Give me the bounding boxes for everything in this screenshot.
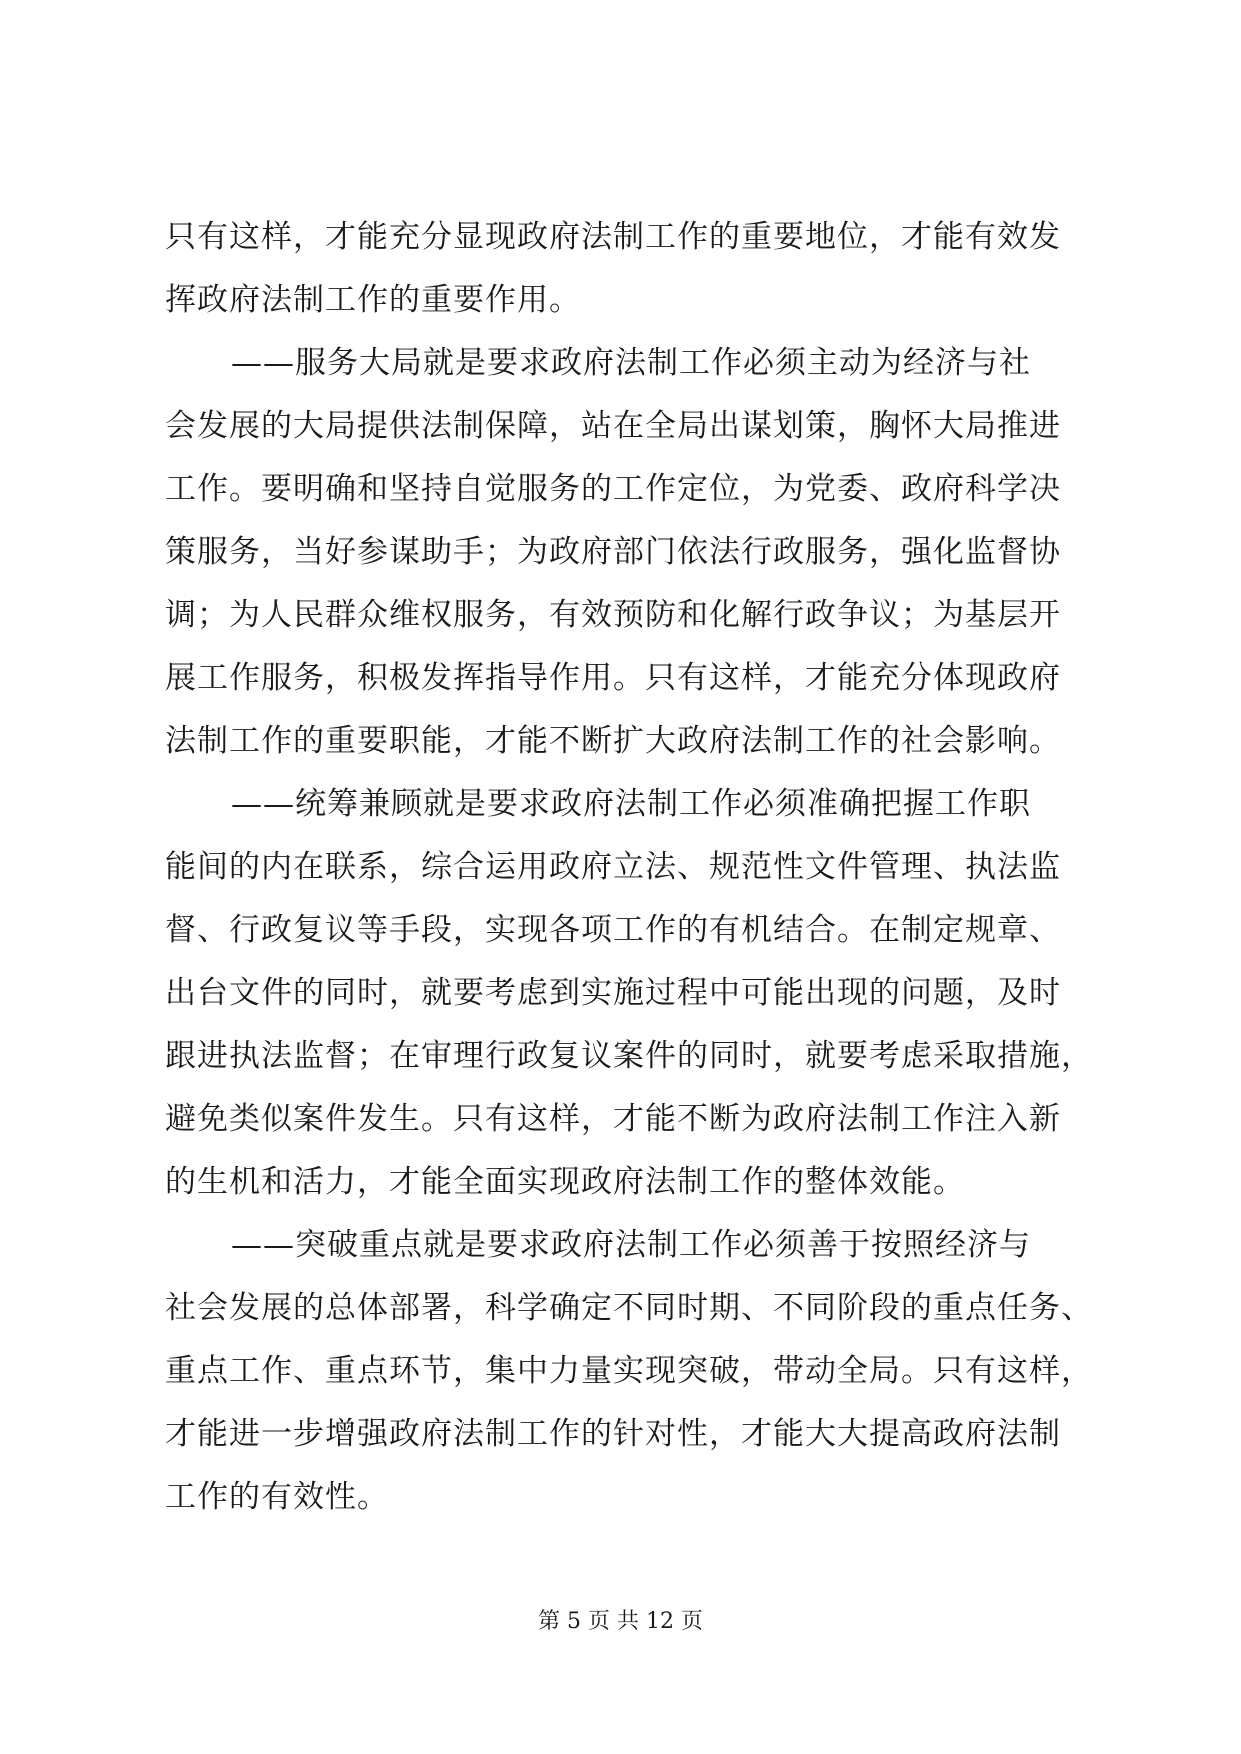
text-line: 社会发展的总体部署，科学确定不同时期、不同阶段的重点任务、 [165,1290,1093,1326]
text-line: 才能进一步增强政府法制工作的针对性，才能大大提高政府法制 [165,1416,1061,1452]
text-line: 调；为人民群众维权服务，有效预防和化解行政争议；为基层开 [165,597,1061,633]
text-line: 重点工作、重点环节，集中力量实现突破，带动全局。只有这样， [165,1353,1093,1389]
text-line: 督、行政复议等手段，实现各项工作的有机结合。在制定规章、 [165,912,1061,948]
text-line: 的生机和活力，才能全面实现政府法制工作的整体效能。 [165,1164,965,1200]
page-number-footer: 第 5 页 共 12 页 [538,1609,703,1634]
text-line: 跟进执法监督；在审理行政复议案件的同时，就要考虑采取措施， [165,1038,1093,1074]
text-line: 能间的内在联系，综合运用政府立法、规范性文件管理、执法监 [165,849,1061,885]
text-line: 工作。要明确和坚持自觉服务的工作定位，为党委、政府科学决 [165,471,1061,507]
text-line: 避免类似案件发生。只有这样，才能不断为政府法制工作注入新 [165,1101,1061,1137]
text-line: 挥政府法制工作的重要作用。 [165,282,581,318]
text-line: 工作的有效性。 [165,1479,389,1515]
text-line: 法制工作的重要职能，才能不断扩大政府法制工作的社会影响。 [165,723,1061,759]
text-line: ——服务大局就是要求政府法制工作必须主动为经济与社 [231,345,1031,381]
text-line: 只有这样，才能充分显现政府法制工作的重要地位，才能有效发 [165,219,1061,255]
text-line: 会发展的大局提供法制保障，站在全局出谋划策，胸怀大局推进 [165,408,1061,444]
text-line: 出台文件的同时，就要考虑到实施过程中可能出现的问题，及时 [165,975,1061,1011]
text-line: 展工作服务，积极发挥指导作用。只有这样，才能充分体现政府 [165,660,1061,696]
text-line: ——统筹兼顾就是要求政府法制工作必须准确把握工作职 [231,786,1031,822]
text-line: ——突破重点就是要求政府法制工作必须善于按照经济与 [231,1227,1031,1263]
text-line: 策服务，当好参谋助手；为政府部门依法行政服务，强化监督协 [165,534,1061,570]
